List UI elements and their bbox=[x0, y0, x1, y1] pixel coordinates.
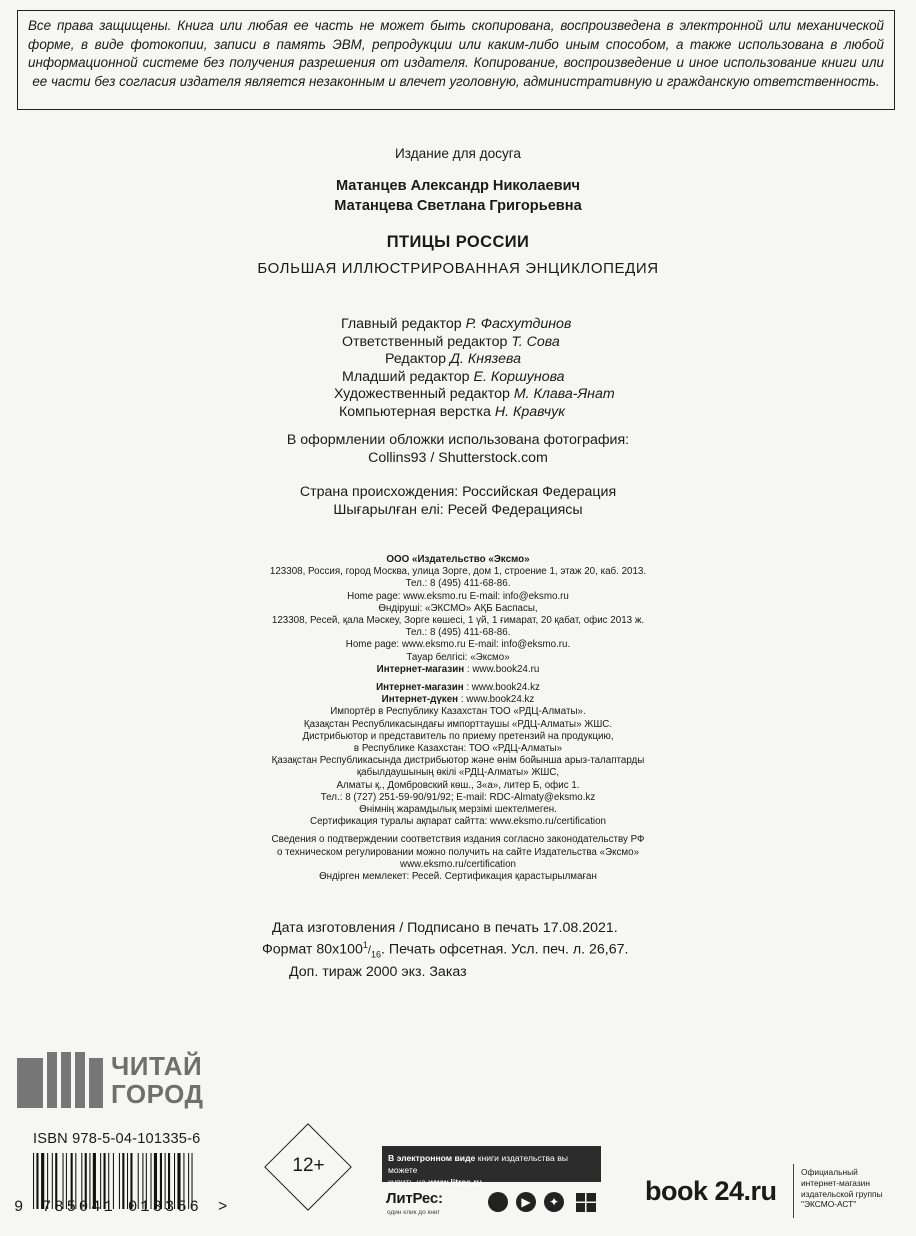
staff-name: Е. Коршунова bbox=[473, 368, 565, 385]
importer-line: Сертификация туралы ақпарат сайтта: www.eksmo.ru/certification bbox=[310, 816, 606, 828]
print-details bbox=[262, 920, 682, 982]
shop-label: Интернет-магазин bbox=[376, 682, 464, 694]
importer-line: Қазақстан Республикасында дистрибьютор және өнім бойынша арыз-талаптарды bbox=[271, 755, 645, 767]
author-1: Матанцев Александр Николаевич bbox=[335, 178, 581, 194]
print-line: Доп. тираж 2000 экз. Заказ bbox=[289, 964, 467, 981]
book24-desc-line: интернет-магазин bbox=[801, 1177, 870, 1188]
publisher-line: Тауар белгісі: «Эксмо» bbox=[406, 651, 510, 663]
litres-logo: ЛитРес: bbox=[386, 1190, 443, 1207]
book24-divider bbox=[793, 1164, 794, 1218]
staff-name: Д. Князева bbox=[450, 351, 521, 368]
importer-line: Алматы қ., Домбровский көш., 3«а», литер Б, офис 1. bbox=[336, 779, 580, 791]
importer-line: Өнімнің жарамдылық мерзімі шектелмеген. bbox=[359, 804, 557, 816]
edition-type: Издание для досуга bbox=[395, 146, 521, 161]
publisher-name: ООО «Издательство «Эксмо» bbox=[386, 554, 530, 565]
shop-ru bbox=[180, 664, 736, 676]
chitai-word: ЧИТАЙ bbox=[111, 1051, 203, 1081]
staff-role: Младший редактор bbox=[342, 368, 470, 385]
barcode-first-digit: 9 bbox=[14, 1198, 24, 1216]
cover-photo-line: Collins93 / Shutterstock.com bbox=[368, 449, 548, 466]
print-line: Дата изготовления / Подписано в печать 17.08.2021. bbox=[272, 920, 618, 936]
publisher-line: 123308, Россия, город Москва, улица Зорге, дом 1, строение 1, этаж 20, каб. 2013. bbox=[269, 566, 647, 578]
authors bbox=[0, 176, 916, 216]
importer-line: Тел.: 8 (727) 251-59-90/91/92; E-mail: RDC-Almaty@eksmo.kz bbox=[320, 791, 596, 803]
apple-icon bbox=[488, 1192, 508, 1212]
book24-description bbox=[801, 1167, 883, 1210]
format-rest: . Печать офсетная. Усл. печ. л. 26,67. bbox=[380, 942, 629, 959]
copyright-notice: Все права защищены. Книга или любая ее часть не может быть скопирована, воспроизведена в электронной или механической форме, в виде фотокопии, записи в память ЭВМ, репродукции или каким-либо иным способом, а также использована в любой информационной системе без получения разрешения от издателя. Копирование, воспроизведение и иное использование книги или ее части без согласия издателя является незаконным и влечет уголовную, административную и гражданскую ответственность. bbox=[17, 10, 895, 110]
litres-text: книги издательства вы можете bbox=[388, 1153, 568, 1175]
shop-label: Интернет-магазин bbox=[376, 663, 465, 675]
shop-url: : www.book24.kz bbox=[463, 682, 540, 694]
certification-line: о техническом регулировании можно получить на сайте Издательства «Эксмо» bbox=[276, 846, 640, 858]
staff-line bbox=[334, 334, 734, 352]
staff-line bbox=[334, 316, 734, 334]
publisher-line: 123308, Ресей, қала Мәскеу, Зорге көшесі, 1 үй, 1 ғимарат, 20 қабат, офис 2013 ж. bbox=[271, 615, 645, 627]
print-format-line: Формат $80x100^1/_{16}$. Печать офсетная. Усл. печ. л. 26,67. bbox=[262, 940, 629, 960]
origin-line: Страна происхождения: Российская Федерация bbox=[299, 484, 617, 500]
importer-line: в Республике Казахстан: ТОО «РДЦ-Алматы» bbox=[353, 743, 563, 755]
chitai-gorod-logo-icon bbox=[17, 1052, 107, 1108]
litres-banner bbox=[382, 1146, 601, 1187]
staff-role: Главный редактор bbox=[341, 316, 462, 332]
publisher-line: Тел.: 8 (495) 411-68-86. bbox=[405, 578, 511, 590]
format-sup: 1 bbox=[362, 940, 368, 951]
shop-url: : www.book24.kz bbox=[458, 694, 535, 706]
cover-photo-line: В оформлении обложки использована фотография: bbox=[286, 432, 630, 448]
litres-tagline: один клик до книг bbox=[387, 1209, 440, 1216]
book-title: ПТИЦЫ РОССИИ bbox=[386, 233, 530, 251]
importer-line: Импортёр в Республику Казахстан ТОО «РДЦ-Алматы». bbox=[330, 706, 586, 718]
age-rating: 12+ bbox=[292, 1155, 325, 1176]
book-subtitle: БОЛЬШАЯ ИЛЛЮСТРИРОВАННАЯ ЭНЦИКЛОПЕДИЯ bbox=[257, 260, 659, 277]
staff-line bbox=[334, 369, 734, 387]
publisher-line: Өндіруші: «ЭКСМО» АҚБ Баспасы, bbox=[378, 602, 538, 614]
publisher-line: Тел.: 8 (495) 411-68-86. bbox=[405, 627, 511, 639]
origin-line: Шығарылған елі: Ресей Федерациясы bbox=[333, 501, 583, 518]
barcode-right-digits: 013356 bbox=[128, 1198, 202, 1216]
staff-name: М. Клава-Янат bbox=[513, 386, 615, 403]
litres-text: купить на bbox=[388, 1177, 429, 1187]
shop-kz bbox=[180, 682, 736, 694]
staff-name: Н. Кравчук bbox=[494, 403, 565, 420]
gorod-word: ГОРОД bbox=[111, 1079, 204, 1109]
staff-line bbox=[334, 404, 734, 422]
windows-icon bbox=[576, 1193, 596, 1212]
android-icon: ▶ bbox=[516, 1192, 536, 1212]
publisher-info bbox=[180, 554, 736, 883]
staff-line bbox=[334, 351, 734, 369]
certification-line: Сведения о подтверждении соответствия издания согласно законодательству РФ bbox=[271, 834, 645, 846]
staff-line bbox=[334, 386, 734, 404]
publisher-line: Home page: www.eksmo.ru E-mail: info@eksmo.ru. bbox=[345, 639, 571, 651]
staff-role: Компьютерная верстка bbox=[339, 403, 491, 420]
staff-role: Ответственный редактор bbox=[342, 333, 508, 350]
book24-desc-line: Официальный bbox=[801, 1167, 858, 1177]
barcode-end-marker: > bbox=[218, 1198, 228, 1216]
book24-logo: book 24.ru bbox=[645, 1176, 777, 1206]
litres-bold: В электронном виде bbox=[388, 1153, 476, 1163]
format-text: Формат 80x100 bbox=[262, 942, 363, 959]
litres-url: www.litres.ru bbox=[428, 1177, 482, 1187]
shop-url: : www.book24.ru bbox=[464, 663, 540, 675]
country-origin bbox=[0, 484, 916, 519]
importer-line: Қазақстан Республикасындағы импорттаушы «РДЦ-Алматы» ЖШС. bbox=[303, 718, 613, 730]
certification-line: www.eksmo.ru/certification bbox=[400, 858, 516, 870]
certification-line: Өндірген мемлекет: Ресей. Сертификация қарастырылмаған bbox=[319, 871, 597, 883]
author-2: Матанцева Светлана Григорьевна bbox=[334, 198, 582, 214]
format-sub: 16 bbox=[370, 949, 381, 960]
staff-role: Художественный редактор bbox=[334, 386, 510, 403]
publisher-line: Home page: www.eksmo.ru E-mail: info@eksmo.ru bbox=[347, 590, 569, 602]
staff-name: Т. Сова bbox=[511, 333, 560, 350]
staff-role: Редактор bbox=[385, 351, 447, 368]
editorial-staff bbox=[334, 316, 734, 422]
barcode-left-digits: 785041 bbox=[42, 1198, 116, 1216]
book24-desc-line: "ЭКСМО-АСТ" bbox=[801, 1199, 857, 1210]
chitai-gorod-wordmark bbox=[111, 1052, 204, 1108]
importer-line: қабылдаушының өкілі «РДЦ-Алматы» ЖШС, bbox=[356, 767, 560, 779]
isbn: ISBN 978-5-04-101335-6 bbox=[33, 1131, 201, 1147]
staff-name: Р. Фасхутдинов bbox=[465, 316, 572, 332]
windows-phone-icon: ✦ bbox=[544, 1192, 564, 1212]
shop-label: Интернет-дүкен bbox=[381, 694, 459, 706]
book24-desc-line: издательской группы bbox=[801, 1188, 883, 1199]
importer-line: Дистрибьютор и представитель по приему претензий на продукцию, bbox=[302, 730, 614, 742]
cover-photo-credit bbox=[0, 432, 916, 467]
shop-kz2 bbox=[180, 694, 736, 706]
